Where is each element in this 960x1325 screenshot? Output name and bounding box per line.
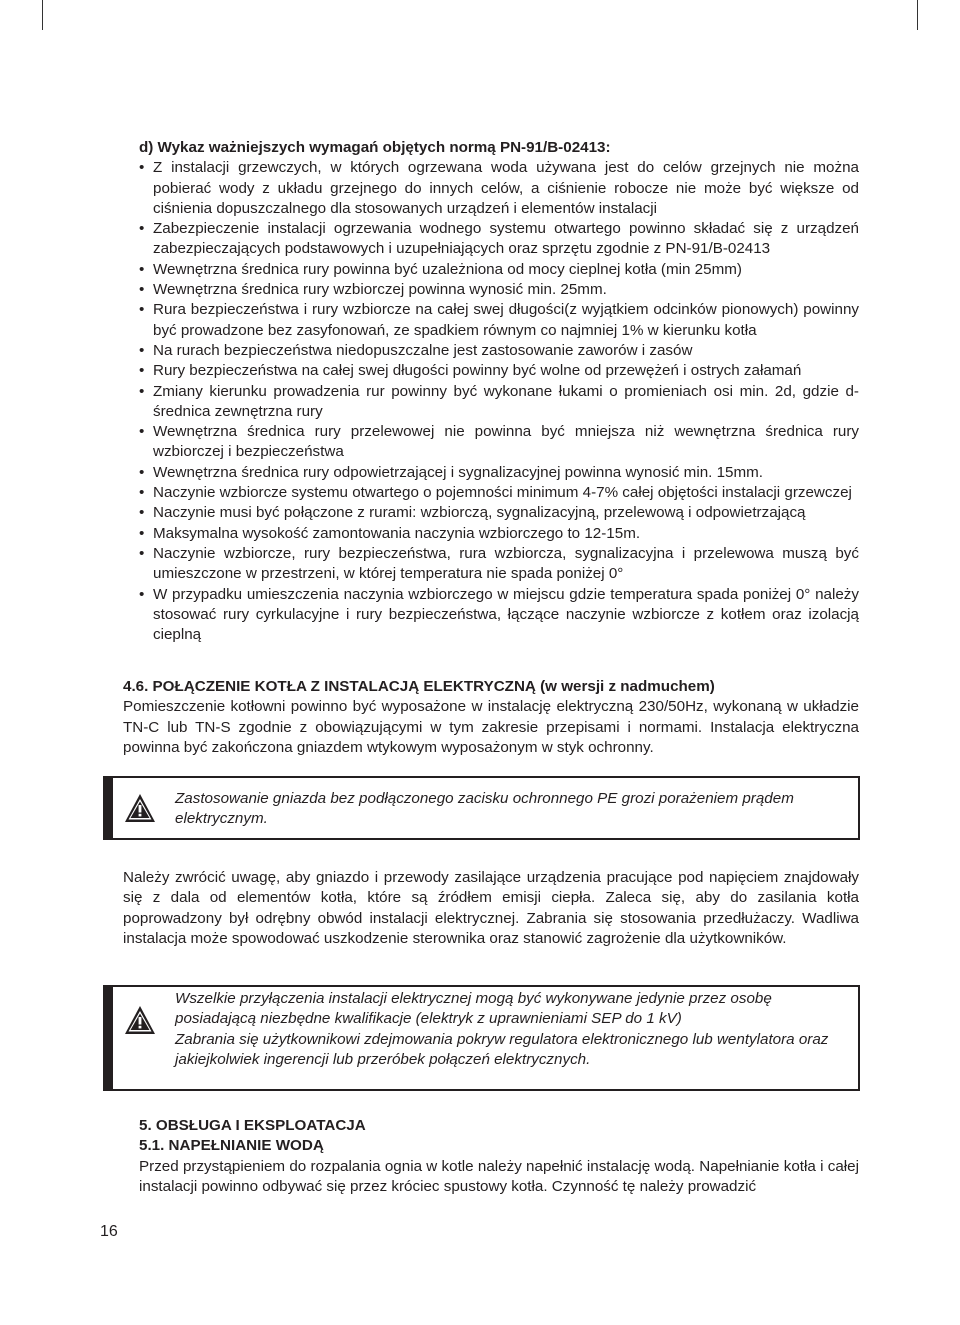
warning-triangle-icon [123, 1004, 157, 1036]
list-item: • Rury bezpieczeństwa na całej swej długości powinny być wolne od przewężeń i ostrych załamań [139, 361, 859, 381]
crop-mark-right [917, 0, 918, 30]
list-item: • Z instalacji grzewczych, w których ogrzewana woda używana jest do celów grzejnych nie można pobierać wody z układu grzejnego do innych celów, a ciśnienie robocze nie może być większe od ciśnienia dopuszczalnego dla stosowanych urządzeń i elementów instalacji [139, 158, 859, 219]
list-item: • Naczynie musi być połączone z rurami: wzbiorczą, sygnalizacyjną, przelewową i odpowietrzającą [139, 503, 859, 523]
warning-text-2-line2: Zabrania się użytkownikowi zdejmowania pokryw regulatora elektronicznego lub wentylatora oraz jakiejkolwiek ingerencji lub przeróbek połączeń elektrycznych. [175, 1030, 829, 1068]
section-4-6-paragraph: Pomieszczenie kotłowni powinno być wyposażone w instalację elektryczną 230/50Hz, wykonaną w układzie TN-C lub TN-S zgodnie z obowiązującymi w tym zakresie przepisami i normami. Instalacja elektryczna powinna być zakończona gniazdem wtykowym wyposażonym w styk ochronny. [123, 698, 859, 756]
list-item: • Wewnętrzna średnica rury przelewowej nie powinna być mniejsza niż wewnętrzna średnica rury wzbiorczej i bezpieczeństwa [139, 422, 859, 463]
section-5-1-paragraph: Przed przystąpieniem do rozpalania ognia w kotle należy napełnić instalację wodą. Napełnianie kotła i całej instalacji powinno odbywać się przez króciec spustowy kotła. Czynność tę należy prowadzić [139, 1157, 859, 1195]
warning-bar [105, 778, 113, 838]
section-5-1-heading: 5.1. NAPEŁNIANIE WODĄ [139, 1137, 324, 1155]
section-4-6 [123, 677, 859, 758]
warning-text-2-line1: Wszelkie przyłączenia instalacji elektrycznej mogą być wykonywane jedynie przez osobę posiadającą niezbędne kwalifikacje (elektryk z uprawnieniami SEP do 1 kV) [175, 990, 772, 1028]
section-d [139, 138, 859, 645]
section-5 [139, 1116, 859, 1197]
list-item: • Naczynie wzbiorcze systemu otwartego o pojemności minimum 4-7% całej objętości instalacji grzewczej [139, 483, 859, 503]
list-item: • Naczynie wzbiorcze, rury bezpieczeństwa, rura wzbiorcza, sygnalizacyjna i przelewowa muszą być umieszczone w przestrzeni, w której temperatura nie spada poniżej 0° [139, 544, 859, 585]
list-item: • Maksymalna wysokość zamontowania naczynia wzbiorczego to 12-15m. [139, 524, 859, 544]
electrical-paragraph: Należy zwrócić uwagę, aby gniazdo i przewody zasilające urządzenia pracujące pod napięciem znajdowały się z dala od elementów kotła, które są źródłem emisji ciepła. Zaleca się, aby do zasilania kotła poprowadzony był odrębny obwód instalacji elektrycznej. Zabrania się stosowania przedłużaczy. Wadliwa instalacja może spowodować uszkodzenie sterownika oraz stanowić zagrożenie dla użytkowników. [123, 869, 859, 947]
warning-text-2 [175, 989, 848, 1070]
list-item: • Rura bezpieczeństwa i rury wzbiorcze na całej swej długości(z wyjątkiem odcinków pionowych) powinny być prowadzone bez zasyfonowań, ze spadkiem równym co najmniej 1% w kierunku kotła [139, 300, 859, 341]
list-item: • Na rurach bezpieczeństwa niedopuszczalne jest zastosowanie zaworów i zasów [139, 341, 859, 361]
list-item: • Wewnętrzna średnica rury powinna być uzależniona od mocy cieplnej kotła (min 25mm) [139, 260, 859, 280]
list-item: • Wewnętrzna średnica rury wzbiorczej powinna wynosić min. 25mm. [139, 280, 859, 300]
warning-box-1 [103, 776, 860, 840]
list-item: • Wewnętrzna średnica rury odpowietrzającej i sygnalizacyjnej powinna wynosić min. 15mm. [139, 463, 859, 483]
warning-bar [105, 987, 113, 1089]
requirements-list [139, 158, 859, 645]
warning-text-1 [175, 789, 848, 830]
list-item: • Zmiany kierunku prowadzenia rur powinny być wykonane łukami o promieniach osi min. 2d, gdzie d-średnica zewnętrzna rury [139, 382, 859, 423]
list-item: • Zabezpieczenie instalacji ogrzewania wodnego systemu otwartego powinno składać się z urządzeń zabezpieczających podstawowych i uzupełniających oraz sprzętu zgodnie z PN-91/B-02413 [139, 219, 859, 260]
warning-text-1-content: Zastosowanie gniazda bez podłączonego zacisku ochronnego PE grozi porażeniem prądem elektrycznym. [175, 790, 794, 828]
list-item: • W przypadku umieszczenia naczynia wzbiorczego w miejscu gdzie temperatura spada poniżej 0° należy stosować rury cyrkulacyjne i rury bezpieczeństwa, łączące naczynie wzbiorcze z kotłem oraz izolacją cieplną [139, 585, 859, 646]
warning-box-2 [103, 985, 860, 1091]
section-d-heading: d) Wykaz ważniejszych wymagań objętych normą PN-91/B-02413: [139, 139, 611, 156]
page-number: 16 [100, 1223, 118, 1240]
section-5-heading: 5. OBSŁUGA I EKSPLOATACJA [139, 1117, 366, 1134]
warning-triangle-icon [123, 792, 157, 824]
crop-mark-left [42, 0, 43, 30]
section-4-6-heading: 4.6. POŁĄCZENIE KOTŁA Z INSTALACJĄ ELEKTRYCZNĄ (w wersji z nadmuchem) [123, 678, 715, 695]
